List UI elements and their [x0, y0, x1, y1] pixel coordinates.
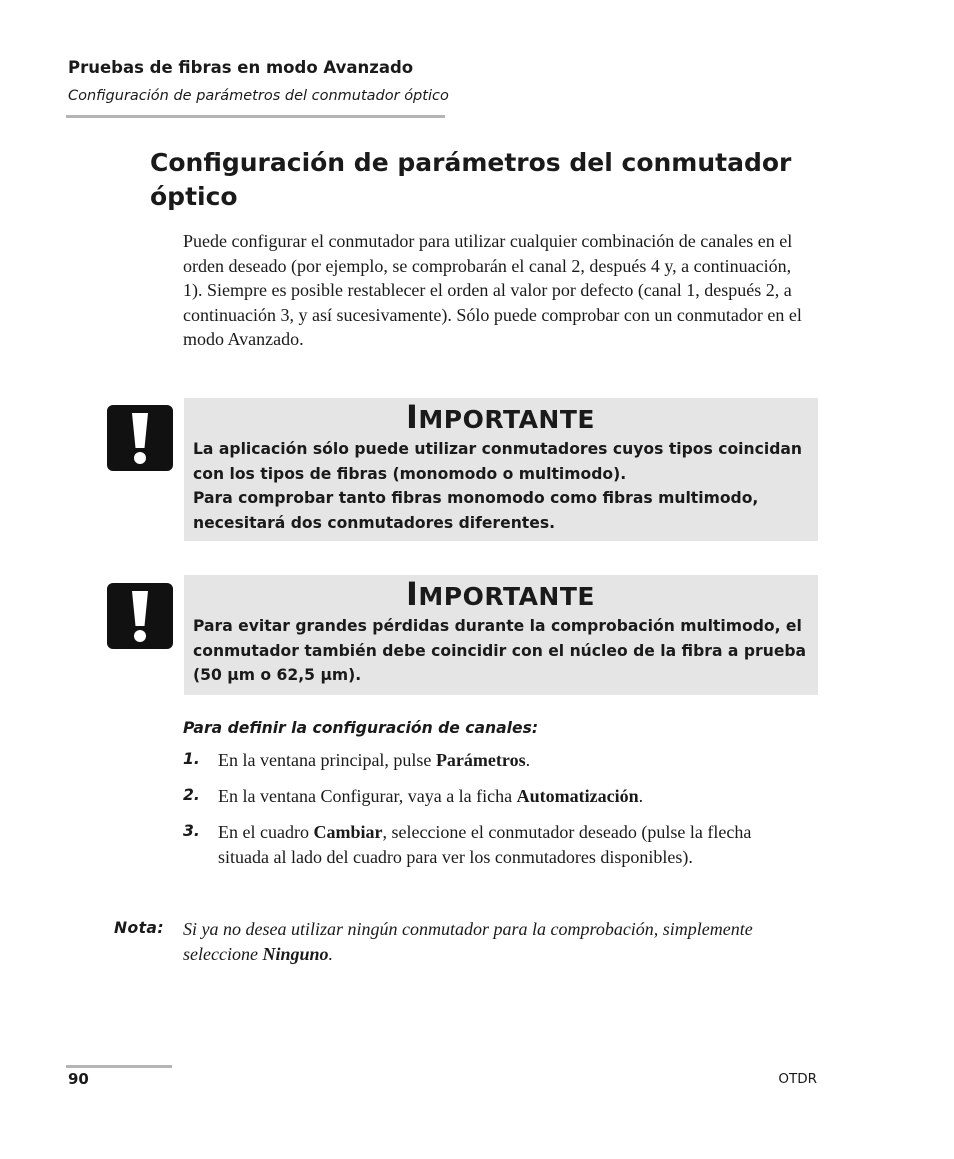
step-text: En el cuadro Cambiar, seleccione el conmutador deseado (pulse la flecha situada al lado del cuadro para ver los conmutadores disponibles).	[218, 822, 752, 867]
step-number: 2.	[183, 786, 200, 804]
step-text: En la ventana Configurar, vaya a la ficha Automatización.	[218, 786, 644, 806]
header-rule	[66, 115, 445, 118]
step-text: En la ventana principal, pulse Parámetros.	[218, 750, 531, 770]
section-title: Configuración de parámetros del conmutador óptico	[150, 148, 792, 211]
intro-paragraph: Puede configurar el conmutador para utilizar cualquier combinación de canales en el orden deseado (por ejemplo, se comprobarán el canal 2, después 4 y, a continuación, 1). Siempre es posible restablecer el orden al valor por defecto (canal 1, después 2, a continuación 3, y así sucesivamente). Sólo puede comprobar con un conmutador en el modo Avanzado.	[183, 231, 802, 349]
important-box-2	[184, 575, 818, 695]
note-text: Si ya no desea utilizar ningún conmutador para la comprobación, simplemente seleccione Ninguno.	[183, 919, 753, 964]
important-heading: IMPORTANTE	[405, 575, 595, 613]
running-header-title: Pruebas de fibras en modo Avanzado	[68, 58, 414, 77]
exclamation-icon	[106, 404, 174, 472]
ui-term-automatizacion: Automatización	[516, 786, 639, 806]
ui-term-ninguno: Ninguno	[262, 943, 329, 964]
step-number: 3.	[183, 822, 200, 840]
ui-term-parametros: Parámetros	[435, 750, 526, 770]
ui-term-cambiar: Cambiar	[313, 822, 383, 842]
note-label: Nota:	[114, 919, 164, 937]
exclamation-icon	[106, 582, 174, 650]
important-text-2: Para comprobar tanto fibras monomodo como fibras multimodo, necesitará dos conmutadores diferentes.	[193, 489, 759, 532]
footer-rule	[66, 1065, 172, 1068]
important-text-1: La aplicación sólo puede utilizar conmutadores cuyos tipos coincidan con los tipos de fibras (monomodo o multimodo).	[193, 440, 802, 483]
important-box-1	[184, 398, 818, 541]
step-number: 1.	[183, 750, 200, 768]
page-number: 90	[68, 1070, 89, 1088]
procedure-title: Para definir la configuración de canales:	[183, 719, 539, 737]
product-name: OTDR	[778, 1071, 817, 1087]
running-header-subtitle: Configuración de parámetros del conmutador óptico	[68, 88, 449, 104]
important-heading: IMPORTANTE	[405, 398, 595, 436]
important-text: Para evitar grandes pérdidas durante la comprobación multimodo, el conmutador también debe coincidir con el núcleo de la fibra a prueba (50 µm o 62,5 µm).	[193, 617, 807, 684]
